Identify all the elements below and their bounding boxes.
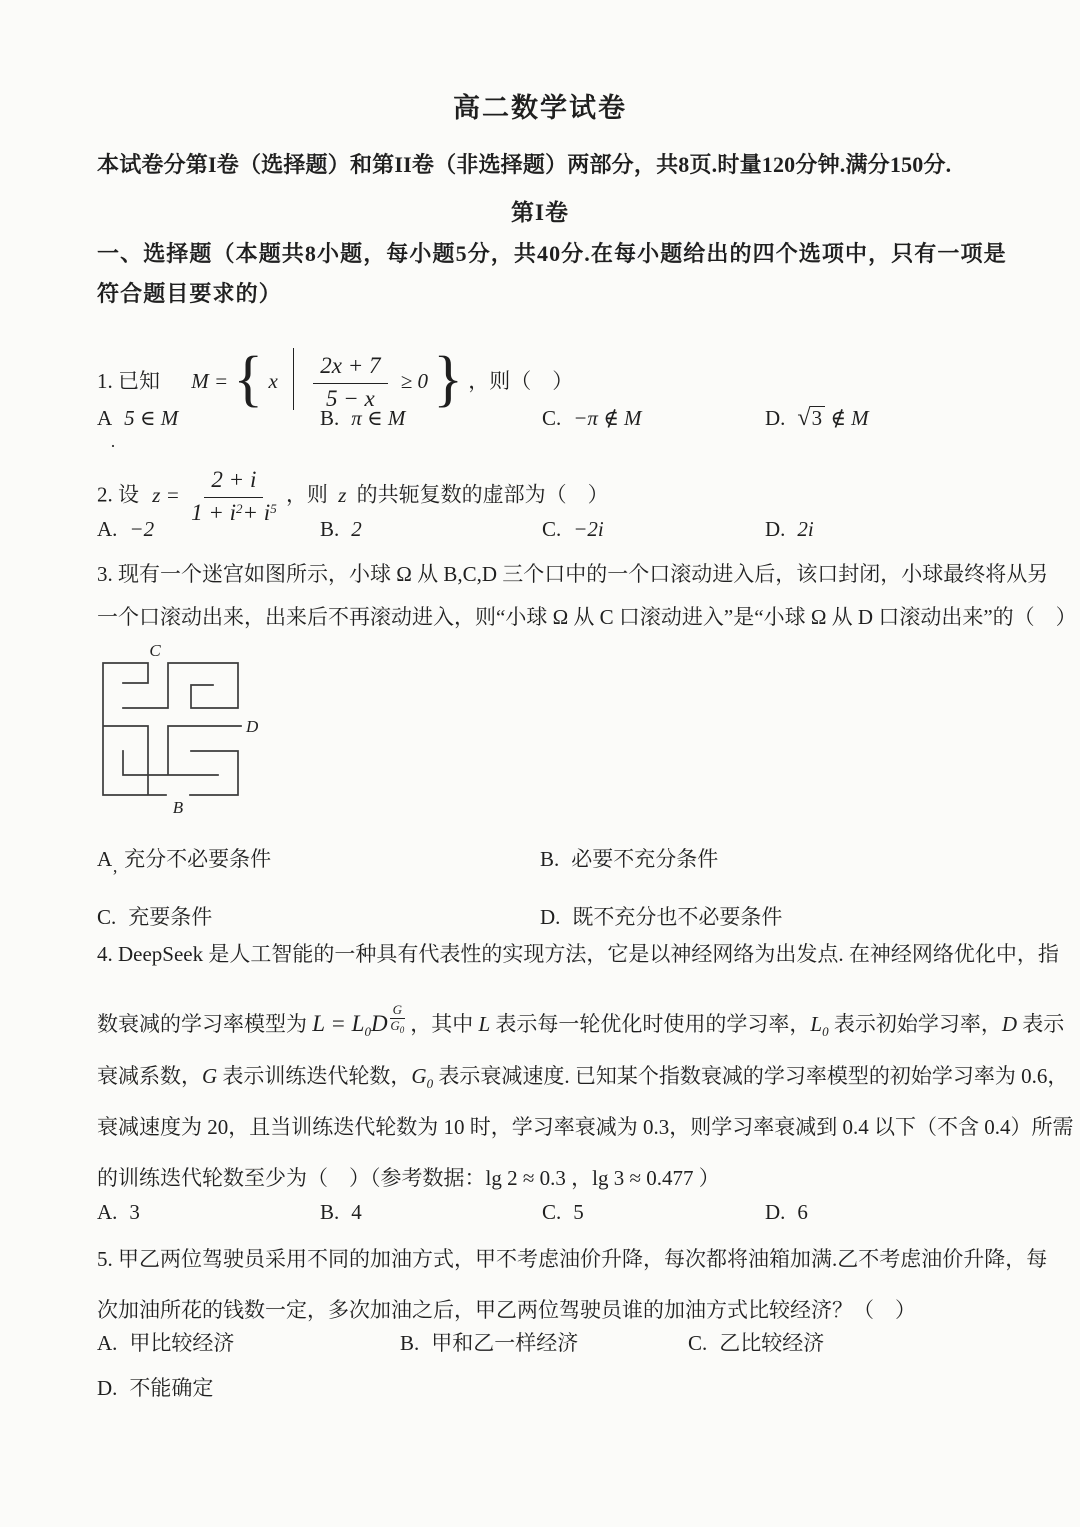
option-label: B. (320, 406, 340, 430)
option-text: 不能确定 (129, 1376, 214, 1400)
option-text: 充分不必要条件 (124, 847, 272, 871)
q1-option-b (320, 406, 542, 431)
maze-figure (98, 642, 260, 818)
option-label: A. (97, 1331, 118, 1355)
scan-artifact: · (110, 436, 116, 456)
maze-walls (103, 663, 241, 795)
option-text: 乙比较经济 (719, 1331, 825, 1355)
q4-line2 (97, 1002, 1065, 1052)
option-label: B. (540, 847, 560, 871)
q5-line1: 5. 甲乙两位驾驶员采用不同的加油方式，甲不考虑油价升降，每次都将油箱加满.乙不考虑油价升降，每 (97, 1247, 1048, 1271)
option-text: 甲和乙一样经济 (431, 1331, 579, 1355)
option-text: 5 (573, 1200, 584, 1224)
q4-formula-body: L = L (312, 1011, 365, 1036)
q1-set-bar (293, 348, 294, 410)
option-label: D. (765, 1200, 786, 1224)
q1-options (97, 406, 997, 431)
q4-var-G0-sub: 0 (426, 1076, 434, 1091)
q4-line1: 4. DeepSeek 是人工智能的一种具有代表性的实现方法，它是以神经网络为出发点. 在神经网络优化中，指 (97, 942, 1059, 966)
q2-var: z = (152, 482, 180, 507)
exponent-denominator: $G_0$ (390, 1017, 405, 1035)
q4-options (97, 1200, 997, 1225)
q4-var-D: D (1001, 1012, 1018, 1036)
q4-line3-text: 表示训练迭代轮数， (217, 1064, 412, 1088)
question-1 (97, 345, 574, 414)
q4-line2-text: 表示初始学习率， (828, 1012, 1002, 1036)
option-text: −2i (573, 517, 604, 541)
q1-brace-close: } (433, 345, 464, 413)
option-text: π ∈ M (351, 406, 406, 430)
q4-formula-base: D (370, 1011, 388, 1036)
q1-fraction-denominator: 5 − x (326, 386, 375, 411)
option-label: D. (97, 1376, 118, 1400)
maze-label-b: B (172, 798, 184, 817)
option-label: C. (542, 406, 562, 430)
q5-options-row1 (97, 1327, 997, 1357)
q3-line1: 3. 现有一个迷宫如图所示，小球 Ω 从 B,C,D 三个口中的一个口滚动进入后，该口封闭，小球最终将从另 (97, 562, 1049, 586)
q1-set-var: x (268, 368, 278, 393)
section-heading-line2: 符合题目要求的） (97, 281, 282, 306)
q2-fraction-numerator: 2 + i (204, 466, 263, 498)
q1-option-c (542, 406, 765, 431)
q5-option-b (400, 1327, 688, 1357)
option-label: A. (97, 517, 118, 541)
q3-line2: 一个口滚动出来，出来后不再滚动进入，则“小球 Ω 从 C 口滚动进入”是“小球 Ω 从 D 口滚动出来”的（ ） (97, 605, 1077, 629)
maze-label-d: D (246, 717, 259, 736)
q2-fraction-denominator: $1 + i^2+ i^5$ (191, 499, 277, 525)
option-label: B. (400, 1331, 420, 1355)
q2-option-d (765, 517, 997, 542)
q1-option-a (97, 406, 320, 431)
q4-line2-text: 表示每一轮优化时使用的学习率， (490, 1012, 811, 1036)
q2-option-a (97, 517, 320, 542)
q2-option-c (542, 517, 765, 542)
radicand: 3 (810, 406, 826, 429)
exam-intro: 本试卷分第I卷（选择题）和第II卷（非选择题）两部分，共8页.时量120分钟.满分150分. (97, 152, 952, 177)
q3-options-row2 (97, 901, 997, 931)
option-text: 充要条件 (128, 905, 213, 929)
option-label: C. (97, 905, 117, 929)
option-text: 3 (129, 1200, 140, 1224)
q3-option-d (540, 901, 997, 931)
q3-option-c (97, 901, 540, 931)
option-text: 2i (797, 517, 814, 541)
q4-line5: 的训练迭代轮数至少为（ ）（参考数据：lg 2 ≈ 0.3 ，lg 3 ≈ 0.477 ） (97, 1166, 720, 1190)
q3-option-b (540, 843, 997, 873)
q5-line2: 次加油所花的钱数一定，多次加油之后，甲乙两位驾驶员谁的加油方式比较经济？（ ） (97, 1298, 916, 1322)
option-text: 必要不充分条件 (571, 847, 719, 871)
q4-line2-text: 表示 (1017, 1012, 1065, 1036)
option-text: ∉ M (825, 406, 869, 430)
option-label: A. (97, 1200, 118, 1224)
option-label: C. (542, 1200, 562, 1224)
q4-line2-text: ，其中 (410, 1012, 479, 1036)
option-label: A (97, 406, 113, 430)
q5-options-row2 (97, 1372, 213, 1402)
q4-var-G0: G (411, 1064, 427, 1088)
q4-formula-sub: 0 (364, 1024, 371, 1039)
q2-tail-1: ，则 (285, 482, 328, 507)
option-text: 4 (351, 1200, 362, 1224)
option-label: C. (688, 1331, 708, 1355)
q4-option-c (542, 1200, 765, 1225)
option-text: 既不充分也不必要条件 (572, 905, 783, 929)
option-text: −2 (129, 517, 155, 541)
option-label: D. (540, 905, 561, 929)
sqrt-expression (797, 406, 825, 430)
option-label: D. (765, 406, 786, 430)
q4-line2-pre: 数衰减的学习率模型为 (97, 1012, 313, 1036)
q2-lead: 2. 设 (97, 482, 139, 507)
q1-fraction-numerator: 2x + 7 (313, 352, 387, 384)
q4-var-G: G (202, 1064, 218, 1088)
option-text: 6 (797, 1200, 808, 1224)
q4-option-b (320, 1200, 542, 1225)
q4-line3-text: 表示衰减速度. 已知某个指数衰减的学习率模型的初始学习率为 0.6， (433, 1064, 1069, 1088)
scan-artifact: ’ (112, 866, 118, 886)
radical-icon: √ (797, 405, 811, 431)
q1-set-lhs: M = (191, 368, 229, 393)
q5-option-c (688, 1327, 997, 1357)
q5-option-a (97, 1327, 400, 1357)
option-label: D. (765, 517, 786, 541)
q1-brace-open: { (233, 345, 264, 413)
maze-label-c: C (149, 642, 161, 660)
part-heading: 第I卷 (511, 200, 569, 225)
option-text: 甲比较经济 (129, 1331, 235, 1355)
option-label: A (97, 847, 113, 871)
q4-line4: 衰减速度为 20，且当训练迭代轮数为 10 时，学习率衰减为 0.3，则学习率衰减到 0.4 以下（不含 0.4）所需 (97, 1115, 1074, 1139)
q5-option-d (97, 1376, 213, 1400)
exponent-numerator: G (390, 1003, 405, 1019)
q4-var-L: L (478, 1012, 491, 1036)
q1-tail: ，则（ ） (468, 368, 574, 393)
option-label: B. (320, 517, 340, 541)
q3-options-row1 (97, 843, 997, 873)
q4-var-L0-sub: 0 (822, 1024, 829, 1039)
option-label: C. (542, 517, 562, 541)
q3-option-a (97, 843, 540, 873)
q4-exponent-fraction (390, 1003, 405, 1035)
q1-fraction (313, 352, 387, 414)
q1-option-d (765, 406, 997, 431)
option-text: 5 ∈ M (124, 406, 179, 430)
q2-options (97, 517, 997, 542)
option-text: −π ∉ M (573, 406, 642, 430)
q2-tail-2: 的共轭复数的虚部为（ ） (356, 482, 609, 507)
q1-set-relation: ≥ 0 (400, 368, 429, 393)
q4-option-a (97, 1200, 320, 1225)
q4-line3-text: 衰减系数， (97, 1064, 202, 1088)
option-label: B. (320, 1200, 340, 1224)
section-heading-line1: 一、选择题（本题共8小题，每小题5分，共40分.在每小题给出的四个选项中，只有一项是 (97, 241, 1007, 266)
q4-var-L0: L (810, 1012, 823, 1036)
q1-lead: 1. 已知 (97, 368, 160, 393)
exam-title: 高二数学试卷 (453, 93, 627, 123)
q2-tail-var: z (338, 482, 347, 507)
q4-line3 (97, 1060, 1068, 1092)
q4-option-d (765, 1200, 997, 1225)
option-text: 2 (351, 517, 362, 541)
q2-option-b (320, 517, 542, 542)
